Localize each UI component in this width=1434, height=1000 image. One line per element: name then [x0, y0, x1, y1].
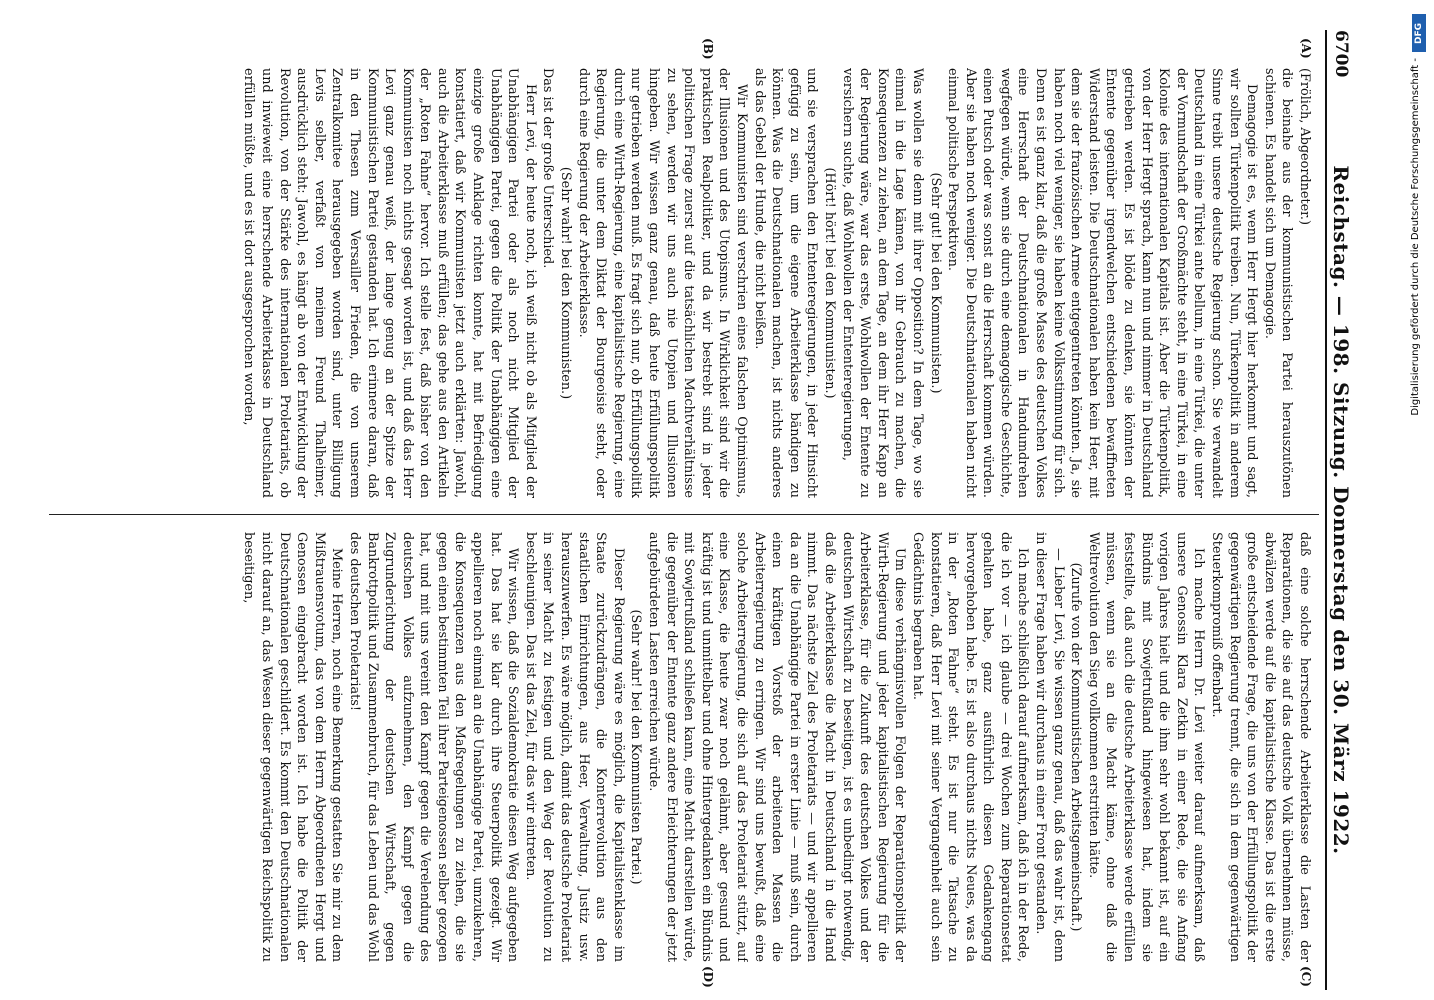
paragraph: und sie versprachen den Ententeregierungen, in jeder Hinsicht gefügig zu sein, um die eigene Arbeiterklasse bändigen zu können. Was die Deutschnationalen machen, ist nichts anderes als das Gebell der Hunde, die nicht beißen.	[751, 68, 820, 498]
margin-marker-b: (B)	[701, 38, 715, 60]
paragraph: Was wollen sie denn mit ihrer Opposition? In dem Tage, wo sie einmal in die Lage kämen, von ihr Gebrauch zu machen, die Konsequenzen zu ziehen, an dem Tage, an dem ihr Herr Kapp an der Regierung wäre, war das erste, Wohlwollen der Entente zu versichern suchte, daß Wohlwollen der Ententeregierungen,	[839, 68, 925, 498]
margin-marker-c: (C)	[1299, 966, 1313, 987]
margin-marker-d: (D)	[701, 966, 715, 988]
page-number: 6700	[1331, 30, 1351, 78]
paragraph: Um diese verhängnisvollen Folgen der Reparationspolitik der Wirth-Regierung und jeder kapitalistischen Regierung für die Arbeiterklasse, für die Zukunft des deutschen Volkes und der deutschen Wirtschaft zu beseitigen, ist es unbedingt notwendig, daß die Arbeiterklasse die Macht in Deutschland in die Hand nimmt. Das nächste Ziel des Proletariats — und wir appellieren da an die Unabhängige Partei in erster Linie — muß sein, durch einen kräftigen Vorstoß der arbeitenden Massen die Arbeiterregierung zu erringen. Wir sind uns bewußt, daß eine solche Arbeiterregierung, die sich auf das Proletariat stützt, auf eine Klasse, die heute zwar noch gelähmt, aber gesund und kräftig ist und unmittelbar und ohne Hintergedanken ein Bündnis mit Sowjetrußland schließen kann, eine Macht darstellen würde, die gegenüber der Entente ganz andere Erleichterungen der jetzt aufgebürdeten Lasten erreichen würde.	[646, 532, 908, 962]
interjection: (Zurufe von der Kommunistischen Arbeitsgemeinschaft.)	[1068, 562, 1084, 932]
dfg-logo: DFG	[1412, 14, 1426, 52]
paragraph: Wir wissen, daß die Sozialdemokratie diesen Weg aufgegeben hat. Das hat sie klar durch ihre Steuerpolitik gezeigt. Wir appellieren noch einmal an die Unabhängige Partei, umzukehren, die Konsequenzen aus den Maßregelungen zu ziehen, die sie gegen einen bestimmten Teil ihrer Parteigenossen selber gezogen hat, und mit uns vereint den Kampf gegen die Verelendung des deutschen Volkes aufzunehmen, den Kampf gegen die Zugrunderichtung der deutschen Wirtschaft, gegen Bankrottpolitik und Zusammenbruch, für das Leben und das Wohl des deutschen Proletariats!	[346, 532, 521, 962]
right-text-column	[48, 532, 1313, 962]
paragraph: Herr Levi, der heute noch, ich weiß nicht ob als Mitglied der Unabhängigen Partei oder als noch nicht Mitglied der Unabhängigen Partei, gegen die Politik der Unabhängigen eine einzige große Anklage richten konnte, hat mit Befriedigung konstatiert, daß wir Kommunisten jetzt auch erklärten: Jawohl, auch die Arbeiterklasse muß erfüllen; das gehe aus den Artikeln der „Roten Fahne“ hervor. Ich stelle fest, daß bisher von den Kommunisten noch nichts gesagt worden ist, und daß das Herr Levi ganz genau weiß, der lange genug an der Spitze der Kommunistischen Partei gestanden hat. Ich erinnere daran, daß in den Thesen zum Versailler Frieden, die von unserem Zentralkomitee herausgegeben worden sind, unter Billigung Levis selber, verfaßt von meinem Freund Thalheimer, ausdrücklich steht: Jawohl, es hängt ab von der Entwicklung der Revolution, von der Stärke des internationalen Proletariats, ob und inwieweit eine herrschende Arbeiterklasse in Deutschland erfüllen müßte, und es ist dort ausgesprochen worden,	[241, 68, 538, 498]
interjection: (Sehr gut! bei den Kommunisten.)	[927, 172, 943, 394]
digitization-credit	[1408, 8, 1430, 992]
paragraph: Wir Kommunisten sind verschrien eines falschen Optimismus, der Illusionen und des Utopismus. In Wirklichkeit sind wir die praktischen Realpolitiker, und da wir bestrebt sind in jeder politischen Frage zuerst auf die tatsächlichen Machtverhältnisse zu sehen, werden wir uns auch nie Utopien und Illusionen hingeben. Wir wissen ganz genau, daß heute Erfüllungspolitik nur getrieben werden muß. Es fragt sich nur, ob Erfüllungspolitik durch eine Wirth-Regierung, eine kapitalistische Regierung, eine Regierung, die unter dem Diktat der Bourgeoisie steht, oder durch eine Regierung der Arbeiterklasse.	[575, 68, 749, 498]
paragraph: Ich mache schließlich darauf aufmerksam, daß ich in der Rede, die ich vor — ich glaube — drei Wochen zum Reparationsetat gehalten habe, ganz ausführlich diesen Gedankengang hervorgehoben habe. Es ist also durchaus nichts Neues, was da in der „Roten Fahne“ steht. Es ist nur die Tatsache zu konstatieren, daß Herr Levi mit seiner Vergangenheit auch sein Gedächtnis begraben hat.	[909, 532, 1031, 962]
running-header	[1325, 30, 1355, 990]
paragraph: Ich mache Herrn Dr. Levi weiter darauf aufmerksam, daß unsere Genossin Klara Zetkin in einer Rede, die sie Anfang vorigen Jahres hielt und die ihm sehr wohl bekannt ist, auf ein Bündnis mit Sowjetrußland hingewiesen hat, indem sie feststellte, daß auch die deutsche Arbeiterklasse werde erfüllen müssen, wenn sie an die Macht käme, ohne daß die Weltrevolution den Sieg vollkommen erstritten hätte.	[1085, 532, 1207, 962]
margin-marker-a: (A)	[1299, 38, 1313, 59]
interjection: (Sehr wahr! bei den Kommunisten.)	[558, 166, 574, 400]
paragraph: Das ist der große Unterschied.	[540, 68, 556, 269]
paragraph: (Frölich, Abgeordneter.)	[1297, 68, 1312, 225]
paragraph: Meine Herren, noch eine Bemerkung gestatten Sie mir zu dem Mißtrauensvotum, das von dem Herrn Abgeordneten Hergt und Genossen eingebracht worden ist. Ich habe die Politik der Deutschnationalen geschildert. Es kommt den Deutschnationalen nicht darauf an, das Wesen dieser gegenwärtigen Reichspolitik zu beseitigen,	[241, 532, 345, 962]
interjection: (Sehr wahr! bei den Kommunisten Partei.)	[628, 609, 644, 885]
paragraph: die beinahe aus der kommunistischen Partei herauszutönen schienen. Es handelt sich um Demagogie.	[1261, 68, 1295, 498]
paragraph: — Lieber Levi, Sie wissen ganz genau, daß das wahr ist, denn in dieser Frage haben wir durchaus in einer Front gestanden.	[1033, 532, 1066, 962]
column-divider	[49, 514, 1319, 515]
rotated-document-page	[45, 30, 1355, 990]
credit-text: Digitalisierung gefördert durch die Deutsche Forschungsgemeinschaft -	[1410, 58, 1421, 416]
session-title: Reichstag. — 198. Sitzung. Donnerstag den 30. März 1922.	[1329, 165, 1353, 855]
paragraph: Dieser Regierung wäre es möglich, die Kapitalistenklasse im Staate zurückzudrängen, die Konterrevolution aus den staatlichen Einrichtungen, aus Heer, Verwaltung, Justiz usw. herauszuwerfen. Es wäre möglich, damit das deutsche Proletariat in seiner Macht zu festigen und den Weg der Revolution zu beschleunigen. Das ist das Ziel, für das wir eintreten.	[522, 532, 626, 962]
interjection: (Hört! hört! bei den Kommunisten.)	[821, 167, 837, 399]
left-text-column	[48, 68, 1313, 498]
paragraph: daß eine solche herrschende Arbeiterklasse die Lasten der Reparationen, die sie auf das deutsche Volk übernehmen müsse, abwälzen werde auf die kapitalistische Klasse. Das ist die erste große entscheidende Frage, die uns von der Erfüllungspolitik der gegenwärtigen Regierung trennt, die sich in dem gegenwärtigen Steuerkompromiß offenbart.	[1209, 532, 1312, 962]
paragraph: Demagogie ist es, wenn Herr Hergt hier herkommt und sagt, wir sollten Türkenpolitik treiben. Nun, Türkenpolitik in anderem Sinne treibt unsere deutsche Regierung schon. Sie verwandelt Deutschland in eine Türkei ante bellum, in eine Türkei, die unter der Vormundschaft der Großmächte steht, in eine Türkei, in eine Kolonie des internationalen Kapitals ist. Aber die Türkenpolitik, von der Herr Hergt sprach, kann nun und nimmer in Deutschland getrieben werden. Es ist blöde zu denken, sie könnten der Entente gegenüber irgendwelchen entschiedenen bewaffneten Widerstand leisten. Die Deutschnationalen haben kein Heer, mit dem sie der französischen Armee entgegentreten könnten. Ja, sie haben noch viel weniger, sie haben keine Volksstimmung für sich. Denn es ist ganz klar, daß die große Masse des deutschen Volkes eine Herrschaft der Deutschnationalen in Handumdrehen wegfegen würde, wenn sie durch eine demagogische Geschichte, einen Putsch oder was sonst an die Herrschaft kommen würden. Aber sie haben noch weniger. Die Deutschnationalen haben nicht einmal politische Perspektiven.	[945, 68, 1260, 498]
